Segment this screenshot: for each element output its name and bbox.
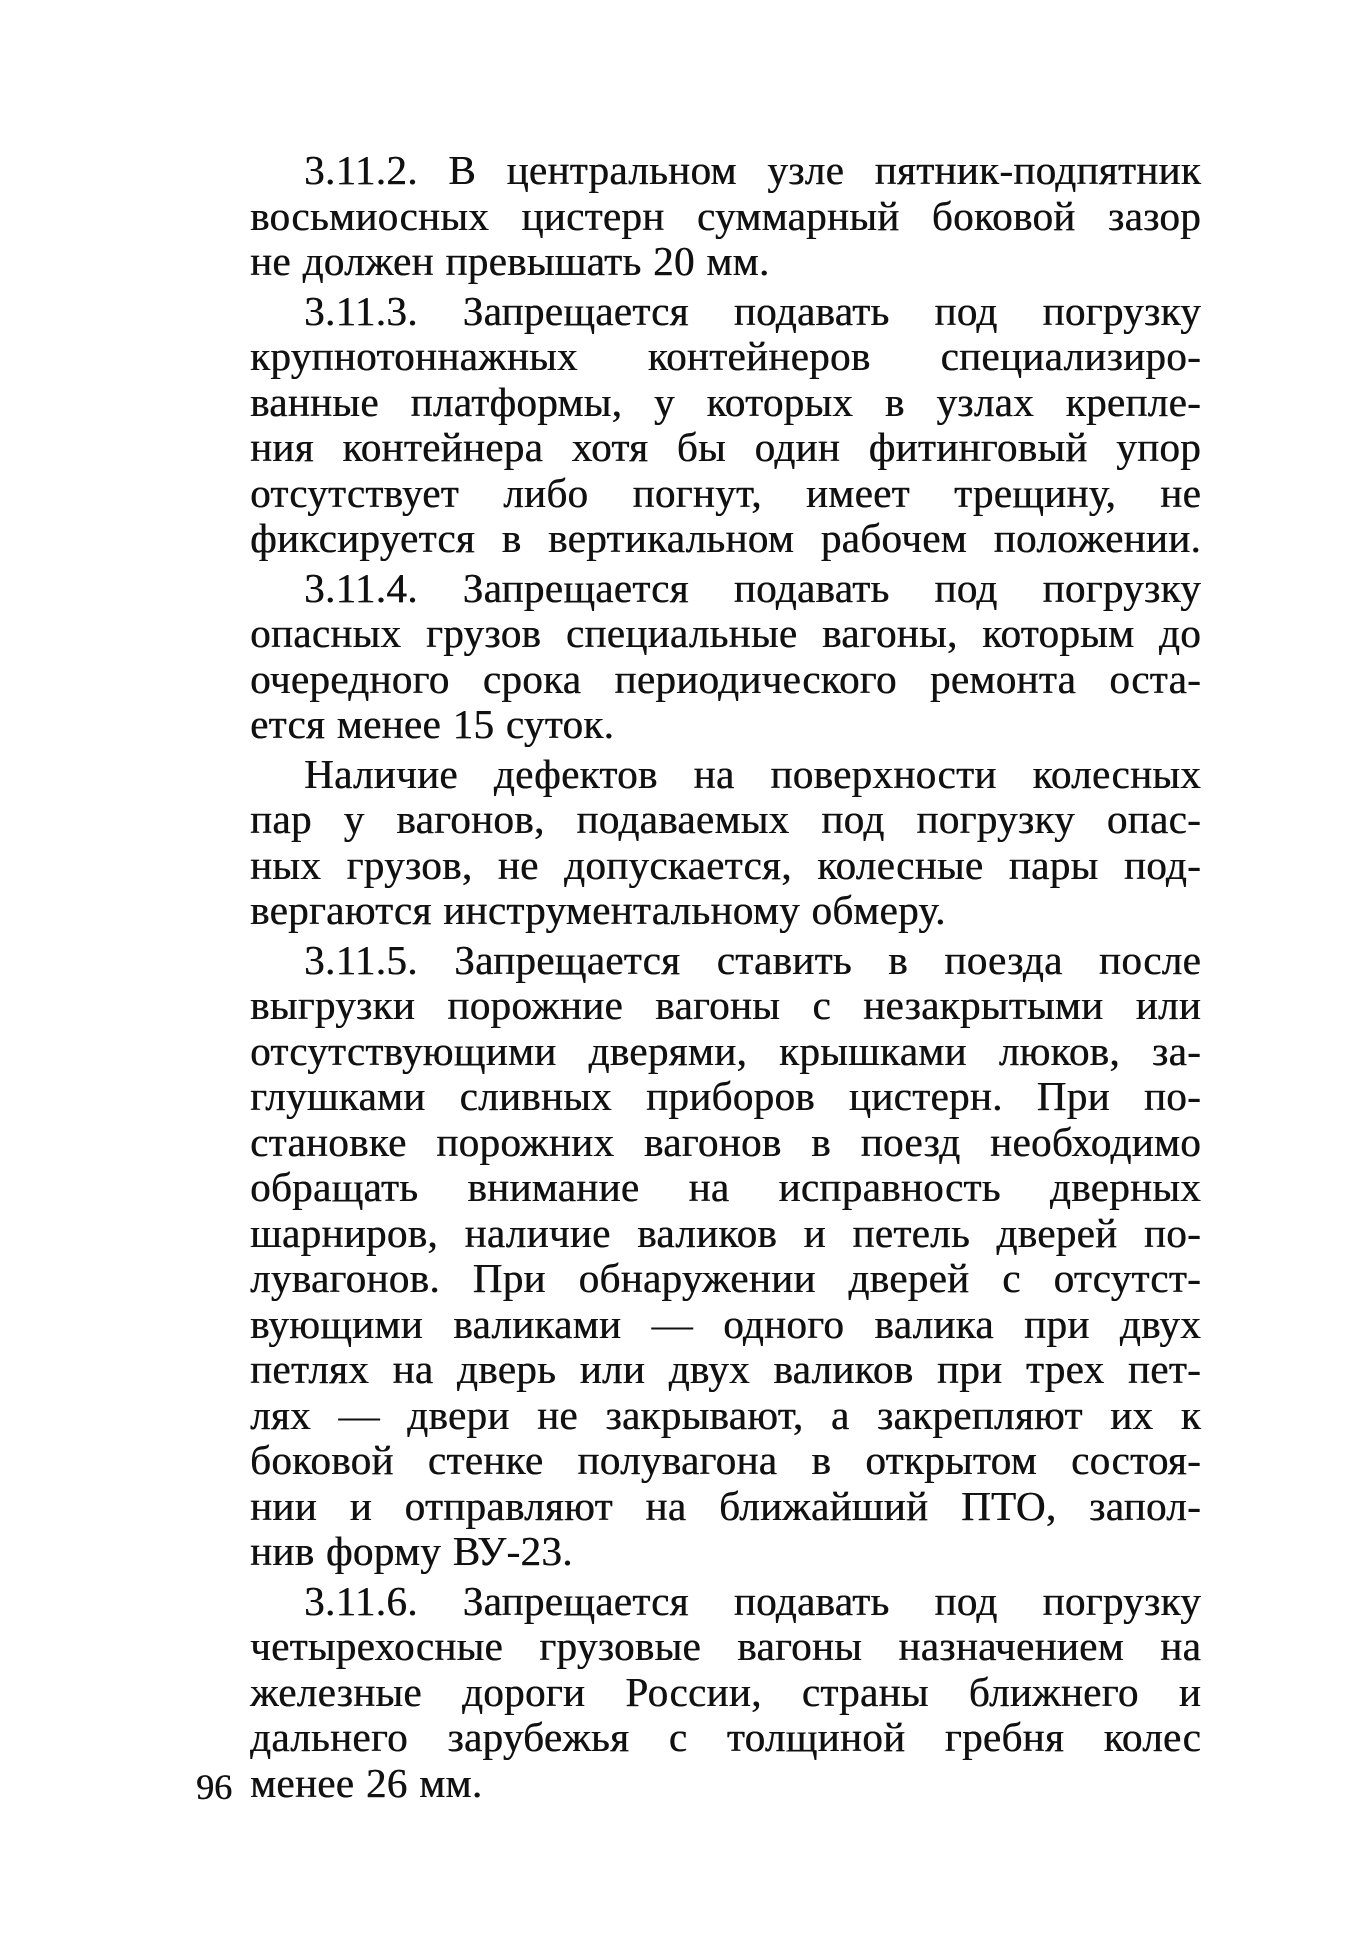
text-line: железные дороги России, страны ближнего и	[250, 1668, 1201, 1715]
text-line: выгрузки порожние вагоны с незакрытыми или	[250, 982, 1201, 1028]
text-line: 3.11.5. Запрещается ставить в поезда после	[304, 936, 1201, 983]
text-line: дальнего зарубежья с толщиной гребня колес	[250, 1714, 1201, 1760]
text-line: ется менее 15 суток.	[250, 701, 615, 747]
text-line: петлях на дверь или двух валиков при трех пет-	[250, 1346, 1201, 1392]
text-line: восьмиосных цистерн суммарный боковой зазор	[250, 192, 1201, 239]
text-line: не должен превышать 20 мм.	[250, 238, 770, 284]
text-line: вующими валиками — одного валика при двух	[250, 1300, 1201, 1347]
text-line: 3.11.3. Запрещается подавать под погрузку	[304, 287, 1201, 334]
text-line: глушками сливных приборов цистерн. При по-	[250, 1073, 1201, 1119]
text-line: обращать внимание на исправность дверных	[250, 1164, 1201, 1210]
text-line: Наличие дефектов на поверхности колесных	[304, 750, 1201, 797]
text-line: отсутствует либо погнут, имеет трещину, не	[250, 469, 1201, 516]
text-line: фиксируется в вертикальном рабочем положении.	[250, 515, 1201, 561]
text-line: нив форму ВУ-23.	[250, 1528, 573, 1574]
text-line: нии и отправляют на ближайший ПТО, запол-	[250, 1482, 1201, 1529]
text-line: лувагонов. При обнаружении дверей с отсутст-	[250, 1255, 1201, 1301]
text-line: вергаются инструментальному обмеру.	[250, 887, 946, 933]
paragraph-3-11-3	[196, 289, 1201, 562]
text-line: боковой стенке полувагона в открытом состоя-	[250, 1437, 1201, 1483]
text-line: крупнотоннажных контейнеров специализиро-	[250, 333, 1201, 379]
text-line: отсутствующими дверями, крышками люков, за-	[250, 1027, 1201, 1074]
text-line: пар у вагонов, подаваемых под погрузку опас-	[250, 796, 1201, 842]
document-body	[196, 148, 1201, 1810]
text-line: шарниров, наличие валиков и петель дверей по-	[250, 1209, 1201, 1256]
page-number: 96	[196, 1767, 232, 1807]
text-line: опасных грузов специальные вагоны, которым до	[250, 610, 1201, 656]
text-line: ния контейнера хотя бы один фитинговый упор	[250, 424, 1201, 470]
text-line: четырехосные грузовые вагоны назначением на	[250, 1623, 1201, 1669]
paragraph-3-11-4	[196, 566, 1201, 748]
text-line: менее 26 мм.	[250, 1759, 483, 1806]
text-line: ных грузов, не допускается, колесные пары под-	[250, 841, 1201, 888]
paragraph-3-11-2	[196, 148, 1201, 285]
text-line: 3.11.2. В центральном узле пятник-подпятник	[304, 147, 1201, 193]
text-line: лях — двери не закрывают, а закрепляют их к	[250, 1391, 1201, 1438]
paragraph-3-11-5	[196, 938, 1201, 1575]
text-line: ванные платформы, у которых в узлах крепле-	[250, 378, 1201, 425]
text-line: очередного срока периодического ремонта оста-	[250, 655, 1201, 702]
text-line: становке порожних вагонов в поезд необходимо	[250, 1118, 1201, 1165]
paragraph-defects	[196, 752, 1201, 934]
text-line: 3.11.4. Запрещается подавать под погрузку	[304, 564, 1201, 611]
paragraph-3-11-6	[196, 1579, 1201, 1807]
text-line: 3.11.6. Запрещается подавать под погрузку	[304, 1577, 1201, 1624]
